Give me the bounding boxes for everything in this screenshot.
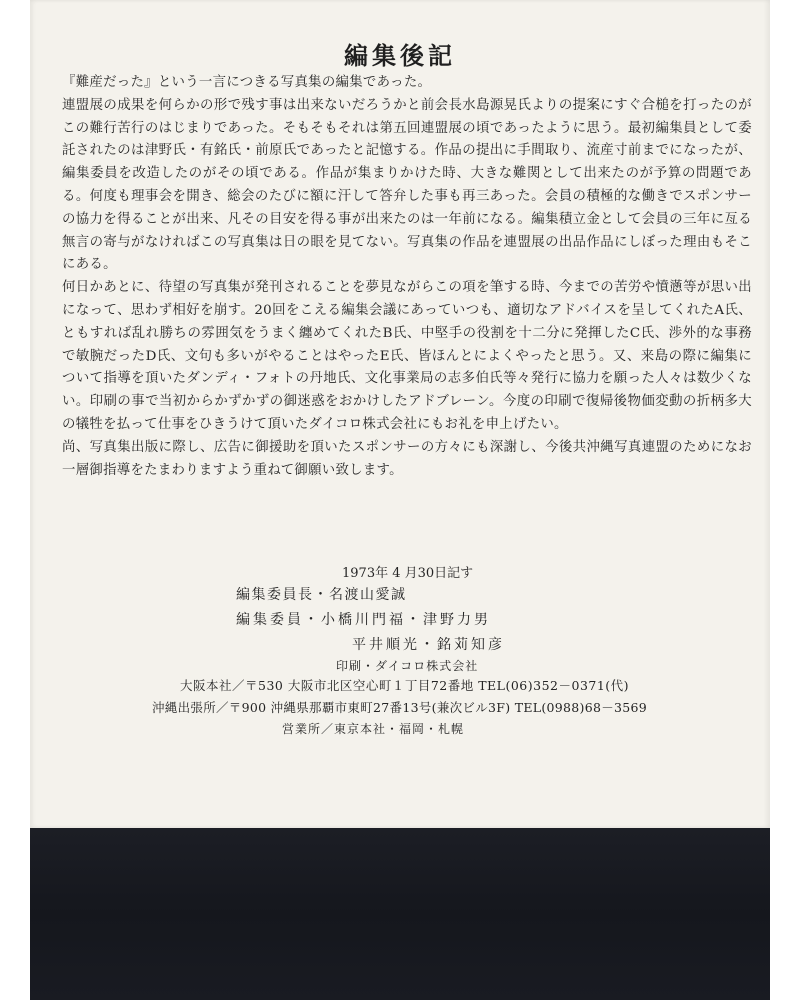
editors-line-1: 編集委員・小橋川門福・津野力男 bbox=[236, 612, 491, 628]
afterword-body bbox=[62, 72, 752, 482]
editors-line-2: 平井順光・銘苅知彦 bbox=[352, 637, 505, 653]
paragraph-history: 連盟展の成果を何らかの形で残す事は出来ないだろうかと前会長水島源晃氏よりの提案にすぐ合槌を打ったのがこの難行苦行のはじまりであった。そもそもそれは第五回連盟展の頃であったように思う。最初編集員として委託されたのは津野氏・有銘氏・前原氏であったと記憶する。作品の提出に手間取り、流産寸前までになったが、編集委員を改造したのがその頃である。作品が集まりかけた時、大きな難関として出来たのが予算の問題である。何度も理事会を開き、総会のたびに額に汗して答弁した事も再三あった。会員の積極的な働きでスポンサーの協力を得ることが出来、凡その目安を得る事が出来たのは一年前になる。編集積立金として会員の三年に亙る無言の寄与がなければこの写真集は日の眼を見てない。写真集の作品を連盟展の出品作品にしぼった理由もそこにある。 bbox=[62, 97, 752, 273]
printer-credit: 印刷・ダイコロ株式会社 bbox=[336, 659, 479, 673]
paragraph-thanks: 何日かあとに、待望の写真集が発刊されることを夢見ながらこの項を筆する時、今までの苦労や憤懣等が思い出になって、思わず相好を崩す。20回をこえる編集会議にあっていつも、適切なアドバイスを呈してくれたA氏、ともすれば乱れ勝ちの雰囲気をうまく纏めてくれたB氏、中堅手の役割を十二分に発揮したC氏、渉外的な事務で敏腕だったD氏、文句も多いがやることはやったE氏、皆ほんとによくやったと思う。又、来島の際に編集について指導を頂いたダンディ・フォトの丹地氏、文化事業局の志多伯氏等々発行に協力を願った人々は数少くない。印刷の事で当初からかずかずの御迷惑をおかけしたアドブレーン。今度の印刷で復帰後物価変動の折柄多大の犠牲を払って仕事をひきうけて頂いたダイコロ株式会社にもお礼を申上げたい。 bbox=[62, 280, 752, 432]
page-title: 編集後記 bbox=[344, 41, 456, 70]
paragraph-closing: 尚、写真集出版に際し、広告に御援助を頂いたスポンサーの方々にも深謝し、今後共沖縄写真連盟のためになお一層御指導をたまわりますよう重ねて御願い致します。 bbox=[62, 439, 752, 478]
sales-offices: 営業所／東京本社・福岡・札幌 bbox=[282, 722, 465, 736]
okinawa-office-address: 沖縄出張所／〒900 沖縄県那覇市東町27番13号(兼次ビル3F) TEL(0988)68－3569 bbox=[152, 700, 648, 715]
osaka-office-address: 大阪本社／〒530 大阪市北区空心町１丁目72番地 TEL(06)352－0371(代) bbox=[180, 678, 630, 693]
dark-background bbox=[30, 828, 770, 1000]
chief-editor: 編集委員長・名渡山愛誠 bbox=[236, 587, 407, 603]
colophon-date: 1973年 4 月30日記す bbox=[342, 566, 474, 581]
paragraph-opening: 『難産だった』という一言につきる写真集の編集であった。 bbox=[62, 75, 432, 90]
